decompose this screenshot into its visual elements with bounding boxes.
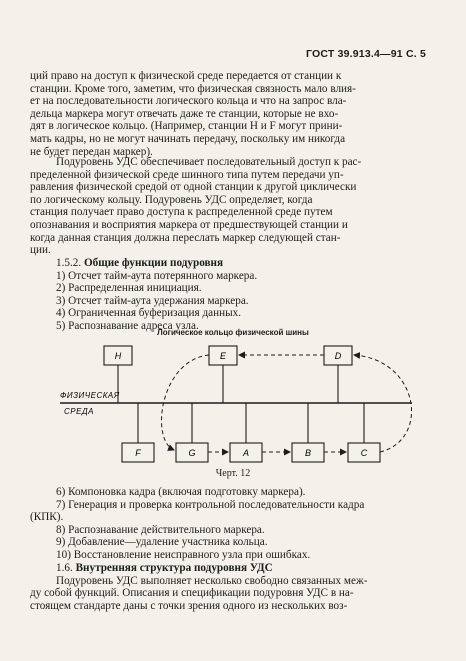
text-line: по логическому кольцу. Подуровень УДС определяет, когда — [30, 193, 313, 206]
medium-label-1: ФИЗИЧЕСКАЯ — [60, 391, 120, 400]
text-line: стоящем стандарте даны с точки зрения одного из нескольких воз- — [30, 599, 348, 612]
section-1-5-2 — [30, 257, 438, 333]
section-title: Общие функции подуровня — [83, 257, 224, 269]
station-label: F — [135, 448, 141, 458]
text-line: равления физической средой от одной станции к другой циклически — [30, 181, 357, 194]
text-line: Подуровень УДС обеспечивает последовательный доступ к рас- — [56, 156, 362, 168]
station-label: D — [334, 351, 342, 361]
text-line: мать кадры, но не могут начинать передачу, поскольку им никогда — [30, 132, 346, 145]
station-box-c — [348, 403, 380, 462]
paragraph-2 — [30, 156, 438, 257]
station-box-f — [122, 403, 154, 462]
figure-label: Черт. 12 — [215, 468, 251, 479]
station-label: H — [114, 351, 122, 361]
medium-label-2: СРЕДА — [64, 407, 94, 416]
station-label: C — [360, 448, 368, 458]
section-heading — [30, 562, 438, 575]
list-item: 10) Восстановление неисправного узла при ошибках. — [56, 548, 311, 561]
section-number: 1.5.2. — [56, 257, 82, 269]
text-line: не будет передан маркер). — [30, 145, 153, 158]
station-box-b — [292, 403, 324, 462]
list-item: 6) Компоновка кадра (включая подготовку маркера). — [56, 486, 306, 498]
list-item: 7) Генерация и проверка контрольной последовательности кадра — [56, 498, 365, 511]
text-line: ду собой функций. Описания и спецификации подуровня УДС в на- — [30, 587, 354, 600]
section-heading — [30, 257, 438, 270]
text-line: дят в логическое кольцо. (Например, станции H и F могут прини- — [30, 120, 343, 133]
intro-paragraph — [30, 70, 438, 158]
list-item: 4) Ограниченная буферизация данных. — [56, 307, 242, 320]
text-line: ций право на доступ к физической среде передается от станции к — [30, 70, 342, 82]
text-line: опознавания и восприятия маркера от предшествующей станции и — [30, 218, 348, 231]
list-item: 3) Отсчет тайм-аута удержания маркера. — [56, 294, 249, 307]
station-label: E — [219, 351, 227, 361]
section-title: Внутренняя структура подуровня УДС — [75, 562, 273, 574]
list-item: 1) Отсчет тайм-аута потерянного маркера. — [56, 269, 258, 282]
figure-caption: Логическое кольцо физической шины — [157, 328, 309, 337]
section-number: 1.6. — [56, 562, 73, 574]
text-line: станция получает право доступа к распределенной среде путем — [30, 206, 333, 219]
station-box-e — [209, 346, 237, 403]
list-item: 2) Распределенная инициация. — [56, 282, 202, 295]
station-box-a — [230, 403, 262, 462]
text-line: ции. — [30, 244, 51, 257]
list-item: (КПК). — [30, 511, 64, 524]
station-label: A — [242, 448, 250, 458]
station-label: G — [188, 448, 196, 458]
text-line: станции. Кроме того, заметим, что физическая связность мало влия- — [30, 82, 356, 95]
list-item: 5) Распознавание адреса узла. — [56, 319, 199, 332]
page-header: ГОСТ 39.913.4—91 С. 5 — [305, 48, 426, 60]
text-line: дельца маркера могут отвечать даже те станции, которые не вхо- — [30, 107, 339, 120]
bus-ring-diagram — [0, 340, 466, 465]
station-label: B — [304, 448, 312, 458]
section-1-6 — [30, 562, 438, 612]
station-box-g — [176, 403, 208, 462]
list-continued — [30, 486, 438, 562]
list-item: 9) Добавление—удаление участника кольца. — [56, 536, 268, 549]
text-line: пределенной физической среде шинного типа путем передачи уп- — [30, 168, 344, 181]
text-line: Подуровень УДС выполняет несколько свободно связанных меж- — [56, 574, 368, 587]
list-item: 8) Распознавание действительного маркера. — [56, 523, 265, 536]
station-box-d — [324, 346, 352, 403]
text-line: ет на последовательности логического кольца и что на запрос вла- — [30, 95, 347, 108]
text-line: когда данная станция должна переслать маркер следующей стан- — [30, 231, 341, 244]
